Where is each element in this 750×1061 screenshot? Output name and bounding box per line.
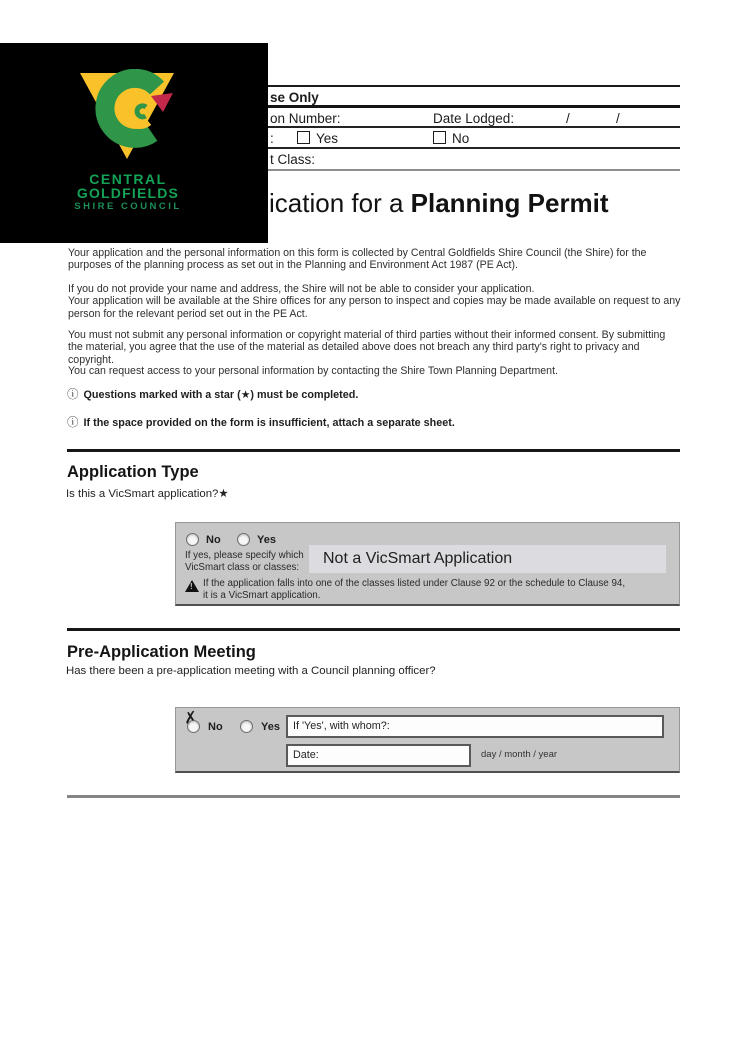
meeting-whom-field-label: If 'Yes', with whom?: [293,720,390,732]
meeting-whom-field[interactable] [286,715,664,738]
vicsmart-warning-text [203,578,625,601]
intro-paragraph-4: You can request access to your personal information by contacting the Shire Town Planning Department. [68,365,558,377]
vicsmart-class-field-value: Not a VicSmart Application [323,550,513,567]
no-checkbox-label: No [452,131,470,146]
yes-checkbox-label: Yes [316,131,339,146]
vicsmart-yes-label: Yes [257,534,276,546]
date-slash-2: / [616,111,620,126]
info-icon: ⓘ [67,417,79,429]
pre-application-answer-box [175,707,680,773]
page-title [269,188,609,219]
note-separate-sheet-text: If the space provided on the form is insufficient, attach a separate sheet. [83,417,455,429]
vicsmart-answer-box [175,522,680,606]
vicsmart-warning-line2: it is a VicSmart application. [203,589,321,601]
vicsmart-specify-line2: VicSmart class or classes: [185,561,300,573]
warning-icon [185,580,199,592]
vicsmart-no-label: No [206,534,221,546]
intro-paragraph-2b: Your application will be available at the Shire offices for any person to inspect and copies may be made available on request to any person for the relevant period set out in the PE Act. [68,295,681,320]
meeting-no-x-mark: ✗ [182,709,199,728]
section-divider [67,449,680,452]
vicsmart-no-radio[interactable] [186,533,199,546]
vicsmart-specify-line1: If yes, please specify which [185,550,304,561]
vicsmart-question [66,486,229,500]
council-logo-box [0,43,268,243]
office-use-header-label: se Only [270,90,319,105]
no-checkbox[interactable] [433,131,446,144]
page-title-bold: Planning Permit [410,188,609,218]
meeting-date-field-label: Date: [293,749,319,761]
application-number-label: on Number: [270,111,341,126]
intro-paragraph-2a: If you do not provide your name and address, the Shire will not be able to consider your application. [68,283,535,295]
meeting-yes-label: Yes [261,721,280,733]
vicsmart-class-field[interactable] [309,545,666,573]
yes-checkbox[interactable] [297,131,310,144]
council-logo-icon [62,69,202,169]
date-lodged-label: Date Lodged: [433,111,515,126]
required-star-icon: ★ [218,488,229,500]
vicsmart-question-text: Is this a VicSmart application? [66,488,219,500]
row-label-fragment: : [270,131,274,146]
intro-paragraph-3: You must not submit any personal information or copyright material of third parties without their informed consent. By submitting the material, you agree that the use of the material as detailed above does not breach any third party's right to privacy and copyright. [68,329,666,366]
page-title-regular: ication for a [269,188,411,218]
info-icon: ⓘ [67,389,79,401]
meeting-no-label: No [208,721,223,733]
note-star-required-text: Questions marked with a star (★) must be completed. [83,389,359,401]
intro-paragraph-1: Your application and the personal information on this form is collected by Central Goldfields Shire Council (the Shire) for the purposes of the planning process as set out in the Planning and Environment Act 1987 (PE Act). [68,247,647,272]
section-divider [67,628,680,631]
intro-paragraph-2 [68,283,682,320]
note-star-required [67,389,358,401]
date-format-hint: day / month / year [481,749,558,760]
class-label-fragment: t Class: [270,152,316,167]
meeting-date-field[interactable] [286,744,471,767]
logo-text-goldfields: GOLDFIELDS [76,185,180,201]
application-type-heading: Application Type [67,463,199,481]
pre-application-heading: Pre-Application Meeting [67,643,256,661]
pre-application-question: Has there been a pre-application meeting with a Council planning officer? [66,665,436,677]
logo-text-shire-council: SHIRE COUNCIL [74,201,182,212]
date-slash-1: / [566,111,570,126]
vicsmart-yes-radio[interactable] [237,533,250,546]
vicsmart-warning-line1: If the application falls into one of the classes listed under Clause 92 or the schedule to Clause 94, [203,578,626,589]
note-separate-sheet [67,417,455,429]
section-divider [67,795,680,798]
meeting-yes-radio[interactable] [240,720,253,733]
logo-text-central: CENTRAL [89,171,167,187]
vicsmart-specify-label [185,550,304,573]
